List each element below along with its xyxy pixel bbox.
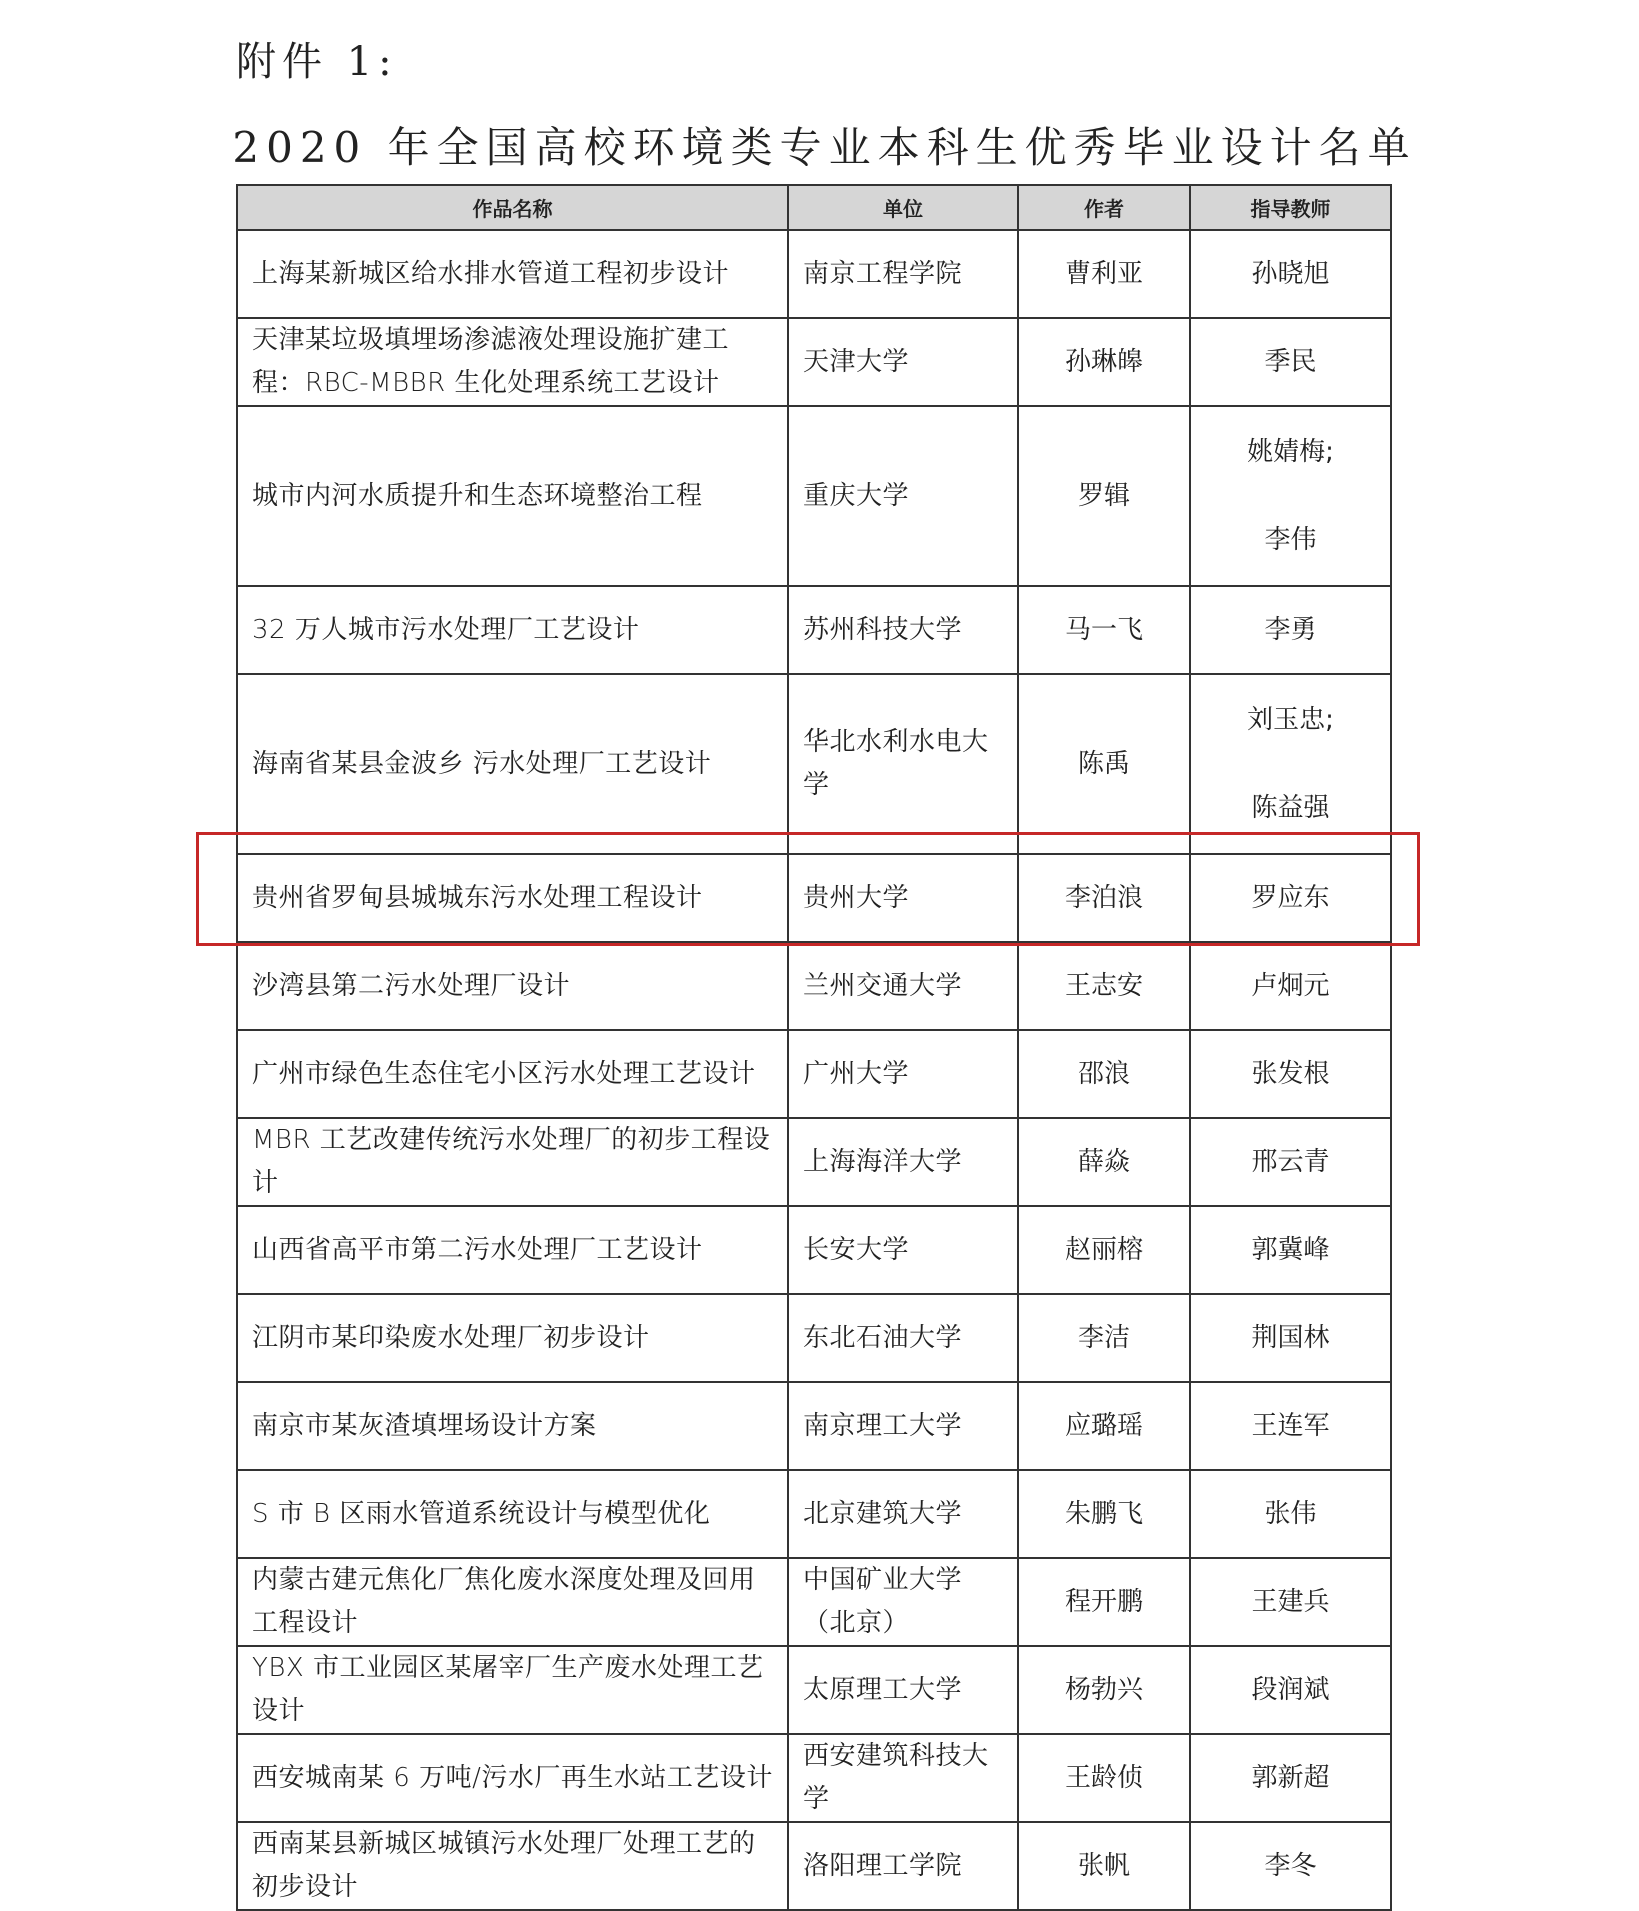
work-title: 32 万人城市污水处理厂工艺设计	[237, 586, 788, 674]
header-author: 作者	[1018, 185, 1190, 230]
work-title: 广州市绿色生态住宅小区污水处理工艺设计	[237, 1030, 788, 1118]
unit-name: 华北水利水电大学	[788, 674, 1018, 854]
page-title: 2020 年全国高校环境类专业本科生优秀毕业设计名单	[232, 123, 1417, 172]
author-name: 王龄侦	[1018, 1734, 1190, 1822]
unit-name: 南京工程学院	[788, 230, 1018, 318]
unit-name: 重庆大学	[788, 406, 1018, 586]
work-title: 天津某垃圾填埋场渗滤液处理设施扩建工程：RBC-MBBR 生化处理系统工艺设计	[237, 318, 788, 406]
author-name: 李泊浪	[1018, 854, 1190, 942]
work-title: YBX 市工业园区某屠宰厂生产废水处理工艺设计	[237, 1646, 788, 1734]
advisor-name: 郭新超	[1190, 1734, 1391, 1822]
advisor-name: 卢炯元	[1190, 942, 1391, 1030]
work-title: 江阴市某印染废水处理厂初步设计	[237, 1294, 788, 1382]
table-header-row	[237, 185, 1391, 230]
advisor-cell	[1190, 406, 1391, 586]
table-row	[237, 1558, 1391, 1646]
advisor-name: 郭冀峰	[1190, 1206, 1391, 1294]
table-row	[237, 230, 1391, 318]
advisor-name: 刘玉忠;	[1247, 705, 1334, 735]
header-unit: 单位	[788, 185, 1018, 230]
advisor-name-second: 李伟	[1264, 525, 1317, 555]
advisor-name: 张发根	[1190, 1030, 1391, 1118]
advisor-name: 王连军	[1190, 1382, 1391, 1470]
advisor-name: 姚婧梅;	[1247, 437, 1334, 467]
table-row	[237, 1294, 1391, 1382]
unit-name: 长安大学	[788, 1206, 1018, 1294]
work-title: 西南某县新城区城镇污水处理厂处理工艺的初步设计	[237, 1822, 788, 1910]
work-title: 内蒙古建元焦化厂焦化废水深度处理及回用工程设计	[237, 1558, 788, 1646]
advisor-cell	[1190, 674, 1391, 854]
advisor-name: 邢云青	[1190, 1118, 1391, 1206]
table-row	[237, 318, 1391, 406]
advisor-name: 罗应东	[1190, 854, 1391, 942]
author-name: 程开鹏	[1018, 1558, 1190, 1646]
advisor-name: 李冬	[1190, 1822, 1391, 1910]
work-title: 西安城南某 6 万吨/污水厂再生水站工艺设计	[237, 1734, 788, 1822]
table-row	[237, 406, 1391, 586]
unit-name: 苏州科技大学	[788, 586, 1018, 674]
author-name: 马一飞	[1018, 586, 1190, 674]
unit-name: 天津大学	[788, 318, 1018, 406]
author-name: 赵丽榕	[1018, 1206, 1190, 1294]
table-row	[237, 1206, 1391, 1294]
author-name: 薛焱	[1018, 1118, 1190, 1206]
work-title: 山西省高平市第二污水处理厂工艺设计	[237, 1206, 788, 1294]
work-title: 城市内河水质提升和生态环境整治工程	[237, 406, 788, 586]
table-row-highlighted	[237, 854, 1391, 942]
advisor-name: 孙晓旭	[1190, 230, 1391, 318]
author-name: 应璐瑶	[1018, 1382, 1190, 1470]
table-row	[237, 1030, 1391, 1118]
work-title: 贵州省罗甸县城城东污水处理工程设计	[237, 854, 788, 942]
unit-name: 太原理工大学	[788, 1646, 1018, 1734]
table-row	[237, 1470, 1391, 1558]
unit-name: 东北石油大学	[788, 1294, 1018, 1382]
award-list-table	[236, 184, 1392, 1911]
author-name: 孙琳皞	[1018, 318, 1190, 406]
advisor-name: 李勇	[1190, 586, 1391, 674]
work-title: 南京市某灰渣填埋场设计方案	[237, 1382, 788, 1470]
table-row	[237, 1734, 1391, 1822]
author-name: 张帆	[1018, 1822, 1190, 1910]
unit-name: 南京理工大学	[788, 1382, 1018, 1470]
advisor-name: 荆国林	[1190, 1294, 1391, 1382]
table-row	[237, 1118, 1391, 1206]
author-name: 邵浪	[1018, 1030, 1190, 1118]
advisor-name: 季民	[1190, 318, 1391, 406]
unit-name: 洛阳理工学院	[788, 1822, 1018, 1910]
unit-name: 广州大学	[788, 1030, 1018, 1118]
table-row	[237, 1646, 1391, 1734]
table-row	[237, 1822, 1391, 1910]
advisor-name: 张伟	[1190, 1470, 1391, 1558]
author-name: 罗辑	[1018, 406, 1190, 586]
unit-name: 北京建筑大学	[788, 1470, 1018, 1558]
advisor-name: 王建兵	[1190, 1558, 1391, 1646]
unit-name: 西安建筑科技大学	[788, 1734, 1018, 1822]
work-title: 海南省某县金波乡 污水处理厂工艺设计	[237, 674, 788, 854]
table-row	[237, 1382, 1391, 1470]
unit-name: 上海海洋大学	[788, 1118, 1018, 1206]
unit-name: 中国矿业大学（北京）	[788, 1558, 1018, 1646]
unit-name: 兰州交通大学	[788, 942, 1018, 1030]
header-work: 作品名称	[237, 185, 788, 230]
table-row	[237, 586, 1391, 674]
header-advisor: 指导教师	[1190, 185, 1391, 230]
advisor-name-second: 陈益强	[1251, 793, 1330, 823]
author-name: 朱鹏飞	[1018, 1470, 1190, 1558]
attachment-label: 附件 1:	[236, 39, 398, 85]
work-title: 上海某新城区给水排水管道工程初步设计	[237, 230, 788, 318]
table-row	[237, 674, 1391, 854]
author-name: 李洁	[1018, 1294, 1190, 1382]
work-title: MBR 工艺改建传统污水处理厂的初步工程设计	[237, 1118, 788, 1206]
unit-name: 贵州大学	[788, 854, 1018, 942]
work-title: S 市 B 区雨水管道系统设计与模型优化	[237, 1470, 788, 1558]
author-name: 杨勃兴	[1018, 1646, 1190, 1734]
table-row	[237, 942, 1391, 1030]
author-name: 王志安	[1018, 942, 1190, 1030]
work-title: 沙湾县第二污水处理厂设计	[237, 942, 788, 1030]
advisor-name: 段润斌	[1190, 1646, 1391, 1734]
author-name: 曹利亚	[1018, 230, 1190, 318]
author-name: 陈禹	[1018, 674, 1190, 854]
